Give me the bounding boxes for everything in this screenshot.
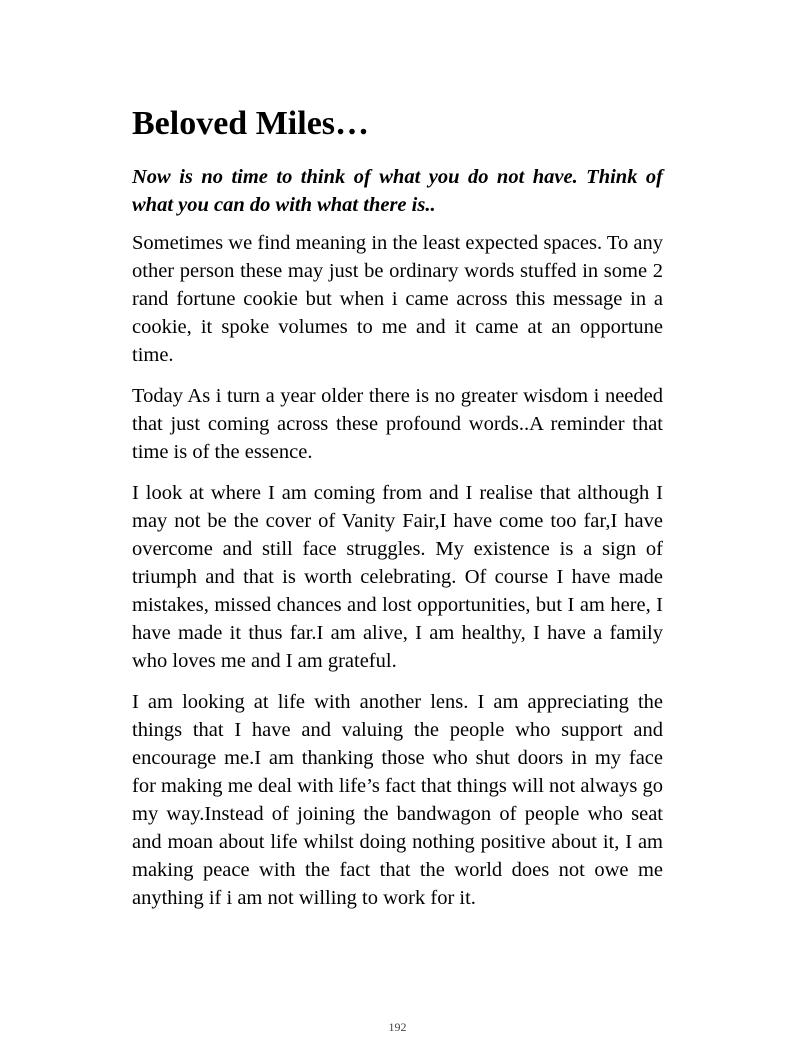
page-content: [132, 104, 663, 925]
body-paragraph-3: I look at where I am coming from and I realise that although I may not be the cover of Vanity Fair,I have come too far,I have overcome and still face struggles. My existence is a sign of triumph and that is worth celebrating. Of course I have made mistakes, missed chances and lost opportunities, but I am here, I have made it thus far.I am alive, I am healthy, I have a family who loves me and I am grateful.: [132, 482, 663, 672]
body-paragraph-4: I am looking at life with another lens. I am appreciating the things that I have and valuing the people who support and encourage me.I am thanking those who shut doors in my face for making me deal with life’s fact that things will not always go my way.Instead of joining the bandwagon of people who seat and moan about life whilst doing nothing positive about it, I am making peace with the fact that the world does not owe me anything if i am not willing to work for it.: [132, 691, 663, 909]
body-paragraph-2: Today As i turn a year older there is no greater wisdom i needed that just coming across these profound words..A reminder that time is of the essence.: [132, 385, 663, 463]
epigraph-quote: Now is no time to think of what you do not have. Think of what you can do with what there is..: [132, 166, 663, 216]
page-number: 192: [388, 1020, 407, 1034]
page-title: Beloved Miles…: [132, 105, 370, 142]
body-paragraph-1: Sometimes we find meaning in the least expected spaces. To any other person these may just be ordinary words stuffed in some 2 rand fortune cookie but when i came across this message in a cookie, it spoke volumes to me and it came at an opportune time.: [132, 232, 663, 366]
